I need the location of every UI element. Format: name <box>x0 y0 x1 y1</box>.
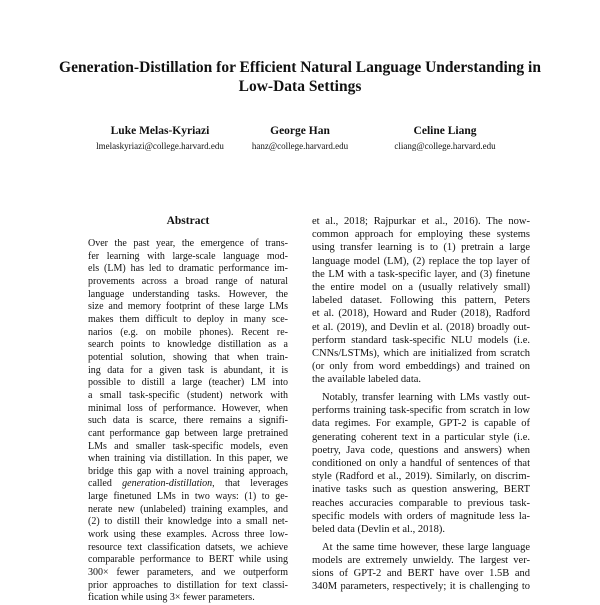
body-line: performs training task-specific from scratch in low <box>312 405 530 417</box>
body-line: reaches accuracies comparable to previous task- <box>312 497 530 509</box>
body-line: At the same time however, these large language <box>322 541 530 553</box>
abstract-line: search points to knowledge distillation as a <box>88 339 288 351</box>
body-line: generating coherent text in a particular style (i.e. <box>312 431 530 443</box>
author-email: cliang@college.harvard.edu <box>394 141 496 151</box>
author-name: Celine Liang <box>413 125 477 137</box>
abstract-body <box>88 238 288 605</box>
abstract-line: els (LM) has led to dramatic performance im- <box>88 263 288 275</box>
abstract-line: narios (e.g. on mobile phones). Recent re- <box>88 326 288 338</box>
body-line: beled data (Devlin et al., 2018). <box>312 524 445 536</box>
abstract-line: LMs and smaller task-specific models, even <box>88 440 288 452</box>
abstract-line: ing data for a given task is abundant, it is <box>88 364 288 376</box>
author-block <box>345 124 545 152</box>
abstract-line: a small task-specific (student) network with <box>88 389 288 401</box>
abstract-line: work using these examples. Across three low- <box>88 529 288 541</box>
abstract-line: size and memory footprint of these large LMs <box>88 301 288 313</box>
body-line: using transfer learning is to (1) pretrain a large <box>312 242 530 254</box>
title-line: Low-Data Settings <box>238 78 362 95</box>
body-line: conditioned on only a handful of sentences of that <box>312 458 530 470</box>
body-line: CNNs/LSTMs), which are initialized from scratch <box>312 348 530 360</box>
abstract-line: 300× fewer parameters, and we outperform <box>88 567 288 579</box>
body-line: labeled dataset. Following this pattern, Peters <box>312 295 530 307</box>
body-line: style (Radford et al., 2019). Similarly, on discrim- <box>312 471 530 483</box>
abstract-line: such data is scarce, there remains a signifi- <box>88 415 288 427</box>
abstract-line: bridge this gap with a novel training approach, <box>88 465 288 477</box>
body-line: the available labeled data. <box>312 374 422 386</box>
abstract-line: comparable performance to BERT while using <box>88 554 288 566</box>
body-line: perform standard task-specific NLU models (i.e. <box>312 334 530 346</box>
body-line: the LM with a task-specific layer, and (3) finetune <box>312 268 530 280</box>
body-line: sions of GPT-2 and BERT have over 1.5B and <box>312 568 530 580</box>
abstract-line: when training via distillation. In this paper, we <box>88 453 288 465</box>
paper-title <box>40 58 560 96</box>
author-email: lmelaskyriazi@college.harvard.edu <box>96 141 224 151</box>
abstract-line: (2) to distill their knowledge into a small net- <box>88 516 288 528</box>
body-line: common approach for employing these systems <box>312 229 530 241</box>
body-line: the entire model on a (usually relatively small) <box>312 282 530 294</box>
abstract-line: nerate new (unlabeled) training examples, and <box>88 503 288 515</box>
abstract-line: provements across a broad range of natural <box>88 275 288 287</box>
abstract-heading: Abstract <box>166 215 210 227</box>
abstract-line: possible to distill a large (teacher) LM into <box>88 377 288 389</box>
body-line: et al., 2018; Rajpurkar et al., 2016). The now- <box>312 216 530 227</box>
body-line: et al. (2019), and Devlin et al. (2018) broadly out- <box>312 321 530 333</box>
abstract-line: makes them difficult to deploy in many sce- <box>88 313 288 325</box>
abstract-line: fer learning with large-scale language mod- <box>88 250 288 262</box>
author-name: George Han <box>270 125 330 137</box>
abstract-line: large finetuned LMs in two ways: (1) to ge- <box>88 491 288 503</box>
abstract-line: Over the past year, the emergence of trans- <box>88 238 288 249</box>
author-email: hanz@college.harvard.edu <box>251 141 349 151</box>
abstract-line: prior approaches to distillation for text classi- <box>88 579 288 591</box>
body-line: et al. (2018), Howard and Ruder (2018), Radford <box>312 308 530 320</box>
abstract-line: minimal loss of performance. However, when <box>88 402 288 414</box>
body-line: specific models with orders of magnitude less la- <box>312 510 530 522</box>
abstract-line: cant performance gap between large pretrained <box>88 427 288 439</box>
body-line: Notably, transfer learning with LMs vastly out- <box>322 392 530 404</box>
body-line: inative tasks such as question answering, BERT <box>312 484 530 496</box>
abstract-line: potential solution, showing that when train- <box>88 351 288 363</box>
abstract-line: language understanding tasks. However, the <box>88 288 288 300</box>
emphasized-term: generation-distillation <box>122 478 213 490</box>
body-line: language model (LM), (2) replace the top layer of <box>312 255 530 267</box>
body-line: poetry, Java code, questions and answers) when <box>312 444 530 456</box>
body-line: models are extremely unwieldy. The largest ver- <box>312 554 530 566</box>
author-name: Luke Melas-Kyriazi <box>110 125 210 137</box>
abstract-line: called generation-distillation, that leverages <box>88 478 289 490</box>
body-line: (or only from word embeddings) and trained on <box>312 361 530 373</box>
intro-column <box>312 215 530 593</box>
body-line: 340M parameters, respectively; it is challenging to <box>312 581 530 593</box>
abstract-line: fication while using 3× fewer parameters. <box>88 592 255 604</box>
body-line: data regimes. For example, GPT-2 is capable of <box>312 418 530 430</box>
title-line: Generation-Distillation for Efficient Natural Language Understanding in <box>59 59 541 76</box>
abstract-line: resource text classification datsets, we achieve <box>88 541 288 553</box>
